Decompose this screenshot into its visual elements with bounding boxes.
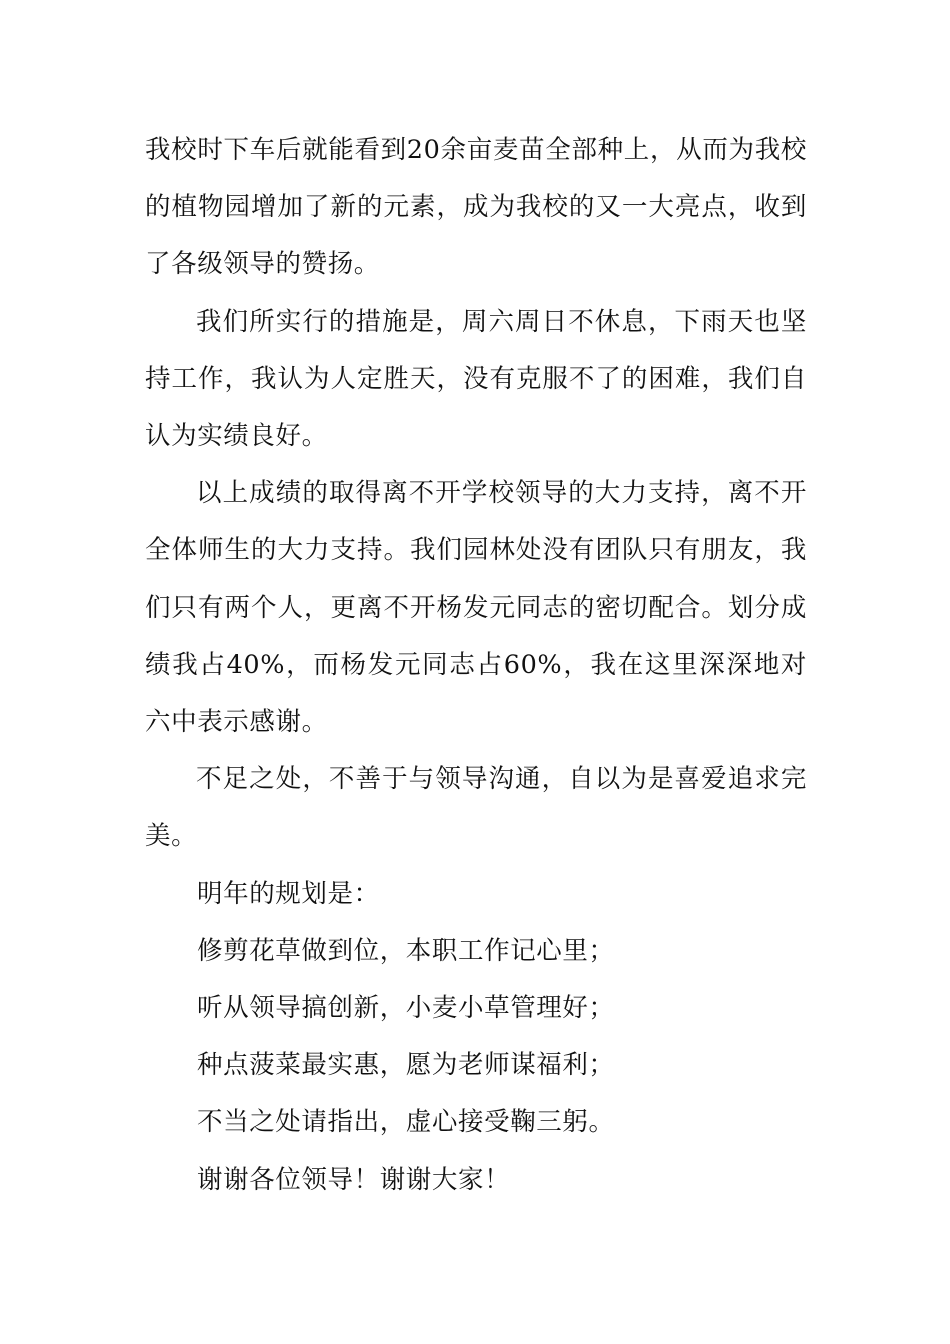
paragraph-acknowledgements: 以上成绩的取得离不开学校领导的大力支持，离不开全体师生的大力支持。我们园林处没有团队只有朋友，我们只有两个人，更离不开杨发元同志的密切配合。划分成绩我占40%，而杨发元同志占60%，我在这里深深地对六中表示感谢。 — [145, 478, 807, 738]
paragraph-measures: 我们所实行的措施是，周六周日不休息，下雨天也坚持工作，我认为人定胜天，没有克服不了的困难，我们自认为实绩良好。 — [145, 306, 807, 452]
plan-line-2: 听从领导搞创新，小麦小草管理好； — [197, 993, 615, 1024]
plan-heading: 明年的规划是： — [197, 878, 380, 909]
paragraph-shortcomings: 不足之处，不善于与领导沟通，自以为是喜爱追求完美。 — [145, 764, 807, 852]
plan-line-4: 不当之处请指出，虚心接受鞠三躬。 — [197, 1107, 615, 1138]
closing-thanks: 谢谢各位领导！谢谢大家！ — [197, 1164, 511, 1195]
paragraph-continued: 我校时下车后就能看到20余亩麦苗全部种上，从而为我校的植物园增加了新的元素，成为我校的又一大亮点，收到了各级领导的赞扬。 — [145, 135, 807, 280]
plan-line-1: 修剪花草做到位，本职工作记心里； — [197, 935, 615, 966]
plan-line-3: 种点菠菜最实惠，愿为老师谋福利； — [197, 1050, 615, 1081]
document-body — [145, 122, 807, 1209]
